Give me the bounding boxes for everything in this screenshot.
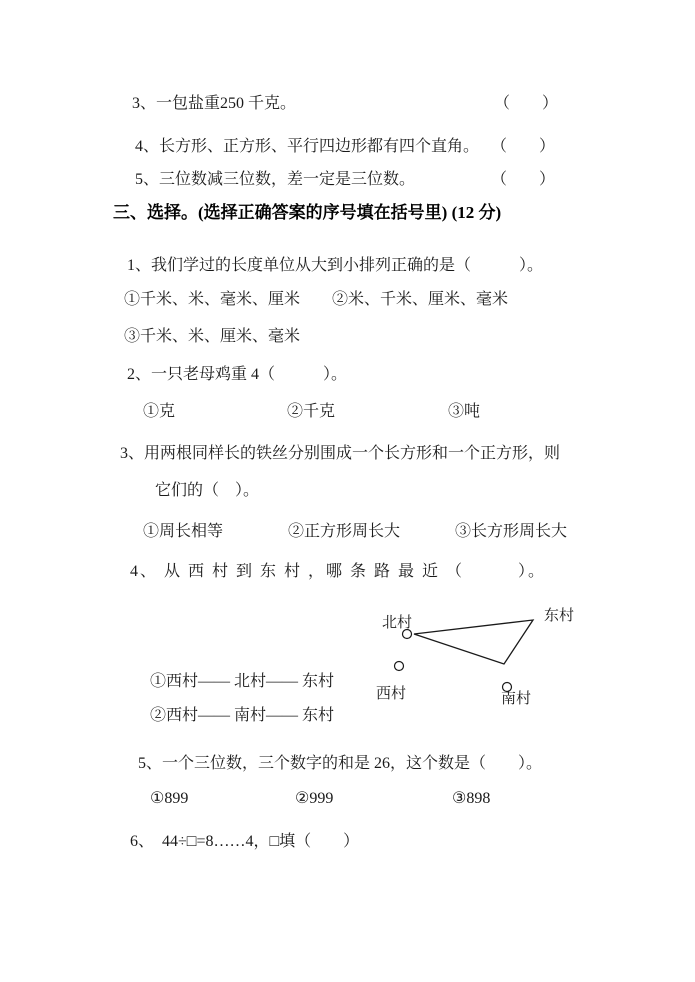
q3-stem-line1: 3、用两根同样长的铁丝分别围成一个长方形和一个正方形，则 [120,445,561,462]
q5-stem: 5、一个三位数，三个数字的和是 26，这个数是（ ）。 [138,755,543,772]
south-village-label: 南村 [501,691,532,707]
q4-route-1: ①西村—— 北村—— 东村 [150,673,335,690]
section-title: 三、选择。(选择正确答案的序号填在括号里) (12 分) [113,203,502,222]
q2-option-3: ③吨 [448,403,481,420]
judge-item-4: 4、长方形、正方形、平行四边形都有四个直角。 [135,138,480,155]
q6-stem: 6、 44÷□=8……4，□填（ ） [130,833,360,850]
q1-stem: 1、我们学过的长度单位从大到小排列正确的是（ ）。 [127,257,544,274]
q5-option-3: ③898 [452,790,491,807]
q5-option-1: ①899 [150,790,189,807]
q3-option-1: ①周长相等 [143,523,224,540]
west-village-label: 西村 [376,686,407,702]
q2-option-1: ①克 [143,403,176,420]
judge-item-5-bracket: （ ） [491,171,556,188]
q5-option-2: ②999 [295,790,334,807]
judge-item-3-bracket: （ ） [494,95,559,112]
village-roads-shape [414,620,533,664]
q3-stem-line2: 它们的（ ）。 [155,482,260,499]
judge-item-5: 5、三位数减三位数，差一定是三位数。 [135,171,416,188]
q1-options-row2: ③千米、米、厘米、毫米 [124,328,301,345]
judge-item-3: 3、一包盐重250 千克。 [132,95,297,112]
q1-options-row1: ①千米、米、毫米、厘米 ②米、千米、厘米、毫米 [124,291,509,308]
q4-stem: 4、 从 西 村 到 东 村 ，哪 条 路 最 近 （ ）。 [130,563,547,580]
q3-option-2: ②正方形周长大 [288,523,401,540]
q2-option-2: ②千克 [287,403,336,420]
north-village-label: 北村 [382,615,413,631]
q3-option-3: ③长方形周长大 [455,523,568,540]
east-village-label: 东村 [544,608,575,624]
q2-stem: 2、一只老母鸡重 4（ ）。 [127,366,348,383]
village-diagram [368,598,588,713]
judge-item-4-bracket: （ ） [491,138,556,155]
west-village-node [395,662,404,671]
q4-route-2: ②西村—— 南村—— 东村 [150,707,335,724]
